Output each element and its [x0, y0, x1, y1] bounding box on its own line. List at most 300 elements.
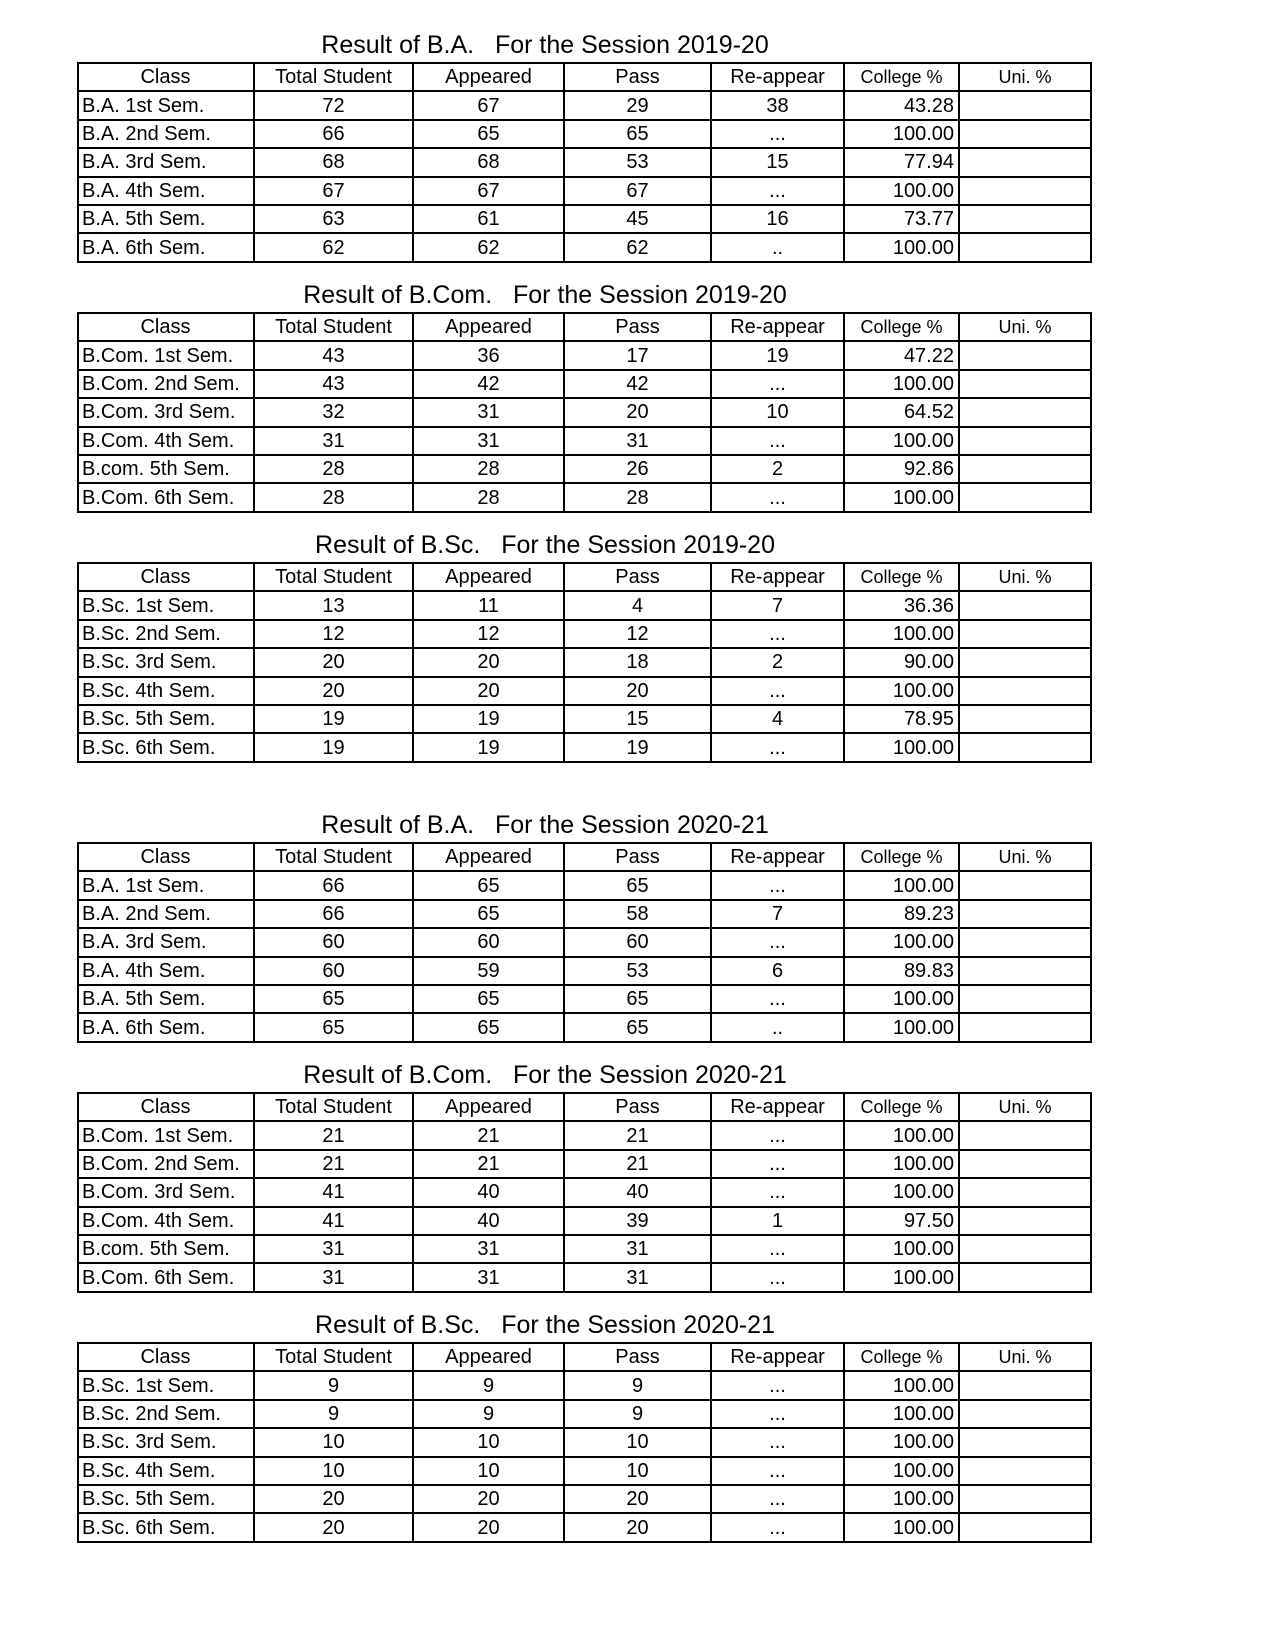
- table-cell: 20: [254, 1485, 413, 1513]
- column-header: Class: [78, 1093, 254, 1121]
- table-row: [78, 648, 1091, 676]
- table-cell: ...: [711, 427, 844, 455]
- table-row: [78, 1371, 1091, 1399]
- table-cell: 31: [413, 427, 564, 455]
- table-header-row: [78, 1093, 1091, 1121]
- table-cell: [959, 1263, 1091, 1291]
- table-cell: 10: [254, 1457, 413, 1485]
- table-cell: 60: [564, 928, 711, 956]
- table-cell: 67: [564, 177, 711, 205]
- table-cell: 18: [564, 648, 711, 676]
- table-row: [78, 677, 1091, 705]
- table-cell: 78.95: [844, 705, 959, 733]
- table-cell: 15: [564, 705, 711, 733]
- table-cell: 100.00: [844, 733, 959, 761]
- table-cell: 12: [413, 620, 564, 648]
- table-cell: 65: [413, 120, 564, 148]
- table-cell: [959, 1013, 1091, 1041]
- table-cell: 31: [413, 1263, 564, 1291]
- table-row: [78, 1150, 1091, 1178]
- table-cell: 20: [254, 677, 413, 705]
- table-cell: 67: [254, 177, 413, 205]
- table-cell: 9: [254, 1400, 413, 1428]
- column-header: Appeared: [413, 843, 564, 871]
- table-cell: 89.23: [844, 900, 959, 928]
- table-row: [78, 148, 1091, 176]
- table-cell: [959, 205, 1091, 233]
- table-row: [78, 1457, 1091, 1485]
- table-cell: 16: [711, 205, 844, 233]
- table-cell: 60: [413, 928, 564, 956]
- table-row: [78, 233, 1091, 261]
- table-cell: 32: [254, 398, 413, 426]
- table-cell: 100.00: [844, 1457, 959, 1485]
- table-cell: 100.00: [844, 1513, 959, 1541]
- table-cell: 66: [254, 871, 413, 899]
- table-cell: [959, 957, 1091, 985]
- table-cell: 28: [564, 483, 711, 511]
- table-cell: 9: [413, 1400, 564, 1428]
- table-cell: 100.00: [844, 233, 959, 261]
- section-title: Result of B.A. For the Session 2020-21: [321, 811, 769, 839]
- table-cell: 100.00: [844, 677, 959, 705]
- table-cell: [959, 871, 1091, 899]
- table-row: [78, 427, 1091, 455]
- column-header: Total Student: [254, 563, 413, 591]
- column-header: Uni. %: [959, 63, 1091, 91]
- table-cell: B.A. 1st Sem.: [78, 91, 254, 119]
- column-header: Uni. %: [959, 1343, 1091, 1371]
- column-header: Uni. %: [959, 843, 1091, 871]
- table-cell: 100.00: [844, 370, 959, 398]
- table-row: [78, 483, 1091, 511]
- table-row: [78, 1400, 1091, 1428]
- table-header-row: [78, 843, 1091, 871]
- table-cell: B.Sc. 3rd Sem.: [78, 648, 254, 676]
- table-cell: 66: [254, 900, 413, 928]
- table-cell: 36.36: [844, 591, 959, 619]
- table-cell: [959, 1457, 1091, 1485]
- table-cell: 45: [564, 205, 711, 233]
- table-cell: 65: [254, 985, 413, 1013]
- table-cell: 20: [564, 677, 711, 705]
- table-cell: B.Sc. 5th Sem.: [78, 705, 254, 733]
- table-cell: 40: [413, 1178, 564, 1206]
- table-row: [78, 120, 1091, 148]
- table-cell: B.A. 2nd Sem.: [78, 120, 254, 148]
- table-cell: 62: [254, 233, 413, 261]
- table-row: [78, 1121, 1091, 1149]
- table-cell: 2: [711, 455, 844, 483]
- table-cell: 9: [254, 1371, 413, 1399]
- table-cell: B.Sc. 4th Sem.: [78, 1457, 254, 1485]
- table-row: [78, 957, 1091, 985]
- table-cell: 100.00: [844, 1263, 959, 1291]
- table-cell: 21: [413, 1121, 564, 1149]
- section-title: Result of B.Sc. For the Session 2020-21: [315, 1311, 775, 1339]
- table-cell: ...: [711, 1235, 844, 1263]
- table-cell: 20: [254, 1513, 413, 1541]
- table-cell: B.Com. 4th Sem.: [78, 427, 254, 455]
- result-table: [77, 62, 1092, 263]
- table-cell: 31: [564, 1235, 711, 1263]
- table-cell: 100.00: [844, 1235, 959, 1263]
- column-header: College %: [844, 63, 959, 91]
- column-header: Total Student: [254, 313, 413, 341]
- table-cell: [959, 620, 1091, 648]
- table-cell: 21: [254, 1150, 413, 1178]
- column-header: Pass: [564, 1093, 711, 1121]
- table-row: [78, 91, 1091, 119]
- table-cell: ...: [711, 120, 844, 148]
- table-cell: 67: [413, 177, 564, 205]
- table-cell: 6: [711, 957, 844, 985]
- table-cell: B.Com. 2nd Sem.: [78, 1150, 254, 1178]
- table-cell: B.A. 3rd Sem.: [78, 928, 254, 956]
- table-row: [78, 1207, 1091, 1235]
- column-header: Total Student: [254, 1343, 413, 1371]
- table-cell: 65: [564, 1013, 711, 1041]
- table-cell: [959, 1485, 1091, 1513]
- table-cell: 28: [413, 455, 564, 483]
- table-cell: 28: [413, 483, 564, 511]
- table-cell: [959, 1121, 1091, 1149]
- table-row: [78, 871, 1091, 899]
- table-cell: ..: [711, 1013, 844, 1041]
- result-table: [77, 842, 1092, 1043]
- table-cell: 21: [413, 1150, 564, 1178]
- column-header: Pass: [564, 843, 711, 871]
- column-header: Class: [78, 563, 254, 591]
- table-cell: ...: [711, 1457, 844, 1485]
- table-row: [78, 733, 1091, 761]
- table-cell: B.Com. 6th Sem.: [78, 1263, 254, 1291]
- table-cell: B.Sc. 5th Sem.: [78, 1485, 254, 1513]
- table-cell: ...: [711, 177, 844, 205]
- table-cell: 65: [564, 985, 711, 1013]
- table-cell: 10: [564, 1457, 711, 1485]
- table-cell: B.Sc. 2nd Sem.: [78, 1400, 254, 1428]
- table-row: [78, 370, 1091, 398]
- table-row: [78, 1428, 1091, 1456]
- table-cell: 20: [413, 1513, 564, 1541]
- table-cell: 67: [413, 91, 564, 119]
- table-cell: B.A. 3rd Sem.: [78, 148, 254, 176]
- section-title: Result of B.A. For the Session 2019-20: [321, 31, 769, 59]
- table-cell: 100.00: [844, 1121, 959, 1149]
- table-cell: 20: [564, 398, 711, 426]
- table-cell: 59: [413, 957, 564, 985]
- table-cell: 19: [413, 705, 564, 733]
- table-cell: [959, 455, 1091, 483]
- table-cell: 100.00: [844, 620, 959, 648]
- column-header: Appeared: [413, 313, 564, 341]
- table-cell: 62: [413, 233, 564, 261]
- table-cell: [959, 398, 1091, 426]
- table-cell: ...: [711, 1513, 844, 1541]
- column-header: Appeared: [413, 563, 564, 591]
- table-cell: 92.86: [844, 455, 959, 483]
- table-cell: 60: [254, 957, 413, 985]
- table-cell: 41: [254, 1178, 413, 1206]
- table-row: [78, 341, 1091, 369]
- column-header: Appeared: [413, 1093, 564, 1121]
- table-cell: 53: [564, 957, 711, 985]
- table-cell: 64.52: [844, 398, 959, 426]
- table-cell: 31: [254, 427, 413, 455]
- table-row: [78, 1513, 1091, 1541]
- table-cell: 97.50: [844, 1207, 959, 1235]
- table-cell: B.A. 2nd Sem.: [78, 900, 254, 928]
- table-cell: ...: [711, 733, 844, 761]
- table-cell: 65: [413, 1013, 564, 1041]
- table-cell: ...: [711, 1371, 844, 1399]
- table-cell: ...: [711, 1485, 844, 1513]
- column-header: Re-appear: [711, 63, 844, 91]
- table-cell: 68: [413, 148, 564, 176]
- table-cell: B.A. 4th Sem.: [78, 177, 254, 205]
- table-cell: 19: [254, 733, 413, 761]
- column-header: Total Student: [254, 1093, 413, 1121]
- table-row: [78, 1485, 1091, 1513]
- table-cell: B.Com. 1st Sem.: [78, 1121, 254, 1149]
- table-cell: 31: [254, 1263, 413, 1291]
- column-header: Uni. %: [959, 1093, 1091, 1121]
- table-cell: 77.94: [844, 148, 959, 176]
- table-cell: [959, 985, 1091, 1013]
- table-cell: 42: [413, 370, 564, 398]
- table-header-row: [78, 63, 1091, 91]
- column-header: College %: [844, 563, 959, 591]
- table-row: [78, 177, 1091, 205]
- table-cell: 73.77: [844, 205, 959, 233]
- table-cell: [959, 705, 1091, 733]
- table-row: [78, 398, 1091, 426]
- table-cell: 65: [254, 1013, 413, 1041]
- table-cell: ...: [711, 871, 844, 899]
- column-header: College %: [844, 843, 959, 871]
- table-row: [78, 1263, 1091, 1291]
- table-cell: B.Sc. 6th Sem.: [78, 733, 254, 761]
- table-cell: 20: [564, 1485, 711, 1513]
- table-cell: B.A. 6th Sem.: [78, 1013, 254, 1041]
- table-cell: 20: [413, 677, 564, 705]
- table-cell: 17: [564, 341, 711, 369]
- table-cell: [959, 1371, 1091, 1399]
- column-header: Class: [78, 63, 254, 91]
- table-cell: [959, 1513, 1091, 1541]
- table-cell: 19: [254, 705, 413, 733]
- table-cell: 28: [254, 455, 413, 483]
- table-cell: 20: [413, 648, 564, 676]
- table-cell: 9: [564, 1371, 711, 1399]
- table-cell: B.A. 6th Sem.: [78, 233, 254, 261]
- table-cell: 20: [254, 648, 413, 676]
- table-cell: 100.00: [844, 483, 959, 511]
- table-cell: 20: [564, 1513, 711, 1541]
- table-cell: B.Sc. 6th Sem.: [78, 1513, 254, 1541]
- column-header: College %: [844, 1343, 959, 1371]
- table-cell: 4: [711, 705, 844, 733]
- table-cell: [959, 591, 1091, 619]
- table-cell: [959, 427, 1091, 455]
- table-cell: 61: [413, 205, 564, 233]
- result-table: [77, 1342, 1092, 1543]
- column-header: Re-appear: [711, 313, 844, 341]
- table-cell: ...: [711, 677, 844, 705]
- table-cell: 100.00: [844, 1371, 959, 1399]
- table-cell: B.Com. 6th Sem.: [78, 483, 254, 511]
- table-cell: B.Sc. 3rd Sem.: [78, 1428, 254, 1456]
- table-cell: B.Sc. 1st Sem.: [78, 1371, 254, 1399]
- table-cell: 9: [564, 1400, 711, 1428]
- table-cell: [959, 1207, 1091, 1235]
- table-row: [78, 985, 1091, 1013]
- table-cell: [959, 1178, 1091, 1206]
- table-cell: [959, 177, 1091, 205]
- table-cell: [959, 120, 1091, 148]
- table-cell: B.Sc. 1st Sem.: [78, 591, 254, 619]
- table-cell: 43: [254, 370, 413, 398]
- column-header: Pass: [564, 313, 711, 341]
- column-header: Uni. %: [959, 313, 1091, 341]
- result-table: [77, 1092, 1092, 1293]
- table-header-row: [78, 313, 1091, 341]
- table-row: [78, 1013, 1091, 1041]
- table-cell: 36: [413, 341, 564, 369]
- column-header: Appeared: [413, 1343, 564, 1371]
- table-header-row: [78, 1343, 1091, 1371]
- table-cell: B.A. 4th Sem.: [78, 957, 254, 985]
- table-row: [78, 705, 1091, 733]
- table-cell: [959, 341, 1091, 369]
- table-cell: 21: [564, 1150, 711, 1178]
- table-cell: 40: [413, 1207, 564, 1235]
- table-cell: 62: [564, 233, 711, 261]
- table-cell: [959, 233, 1091, 261]
- section-title: Result of B.Com. For the Session 2020-21: [303, 1061, 787, 1089]
- table-cell: ...: [711, 620, 844, 648]
- table-cell: [959, 928, 1091, 956]
- column-header: Re-appear: [711, 1093, 844, 1121]
- table-cell: 65: [413, 985, 564, 1013]
- table-cell: 13: [254, 591, 413, 619]
- column-header: Class: [78, 313, 254, 341]
- table-header-row: [78, 563, 1091, 591]
- table-row: [78, 1178, 1091, 1206]
- table-cell: [959, 677, 1091, 705]
- table-cell: B.A. 5th Sem.: [78, 985, 254, 1013]
- table-cell: B.Com. 3rd Sem.: [78, 398, 254, 426]
- table-cell: ...: [711, 1121, 844, 1149]
- table-cell: [959, 148, 1091, 176]
- column-header: Re-appear: [711, 1343, 844, 1371]
- column-header: Class: [78, 1343, 254, 1371]
- section-title: Result of B.Com. For the Session 2019-20: [303, 281, 787, 309]
- table-cell: 68: [254, 148, 413, 176]
- table-cell: ...: [711, 928, 844, 956]
- table-cell: [959, 1428, 1091, 1456]
- column-header: Appeared: [413, 63, 564, 91]
- table-cell: 21: [254, 1121, 413, 1149]
- table-cell: 10: [413, 1457, 564, 1485]
- table-cell: B.com. 5th Sem.: [78, 1235, 254, 1263]
- table-cell: [959, 91, 1091, 119]
- table-cell: 40: [564, 1178, 711, 1206]
- table-cell: 100.00: [844, 985, 959, 1013]
- table-cell: 100.00: [844, 427, 959, 455]
- table-cell: B.Com. 4th Sem.: [78, 1207, 254, 1235]
- table-cell: 31: [564, 1263, 711, 1291]
- table-cell: 31: [254, 1235, 413, 1263]
- table-cell: 100.00: [844, 871, 959, 899]
- table-cell: 100.00: [844, 1400, 959, 1428]
- table-cell: 9: [413, 1371, 564, 1399]
- table-cell: [959, 1400, 1091, 1428]
- column-header: Total Student: [254, 63, 413, 91]
- table-cell: 65: [413, 900, 564, 928]
- table-cell: [959, 370, 1091, 398]
- column-header: College %: [844, 313, 959, 341]
- result-table: [77, 562, 1092, 763]
- table-cell: 90.00: [844, 648, 959, 676]
- table-cell: 43: [254, 341, 413, 369]
- table-cell: 20: [413, 1485, 564, 1513]
- table-cell: 4: [564, 591, 711, 619]
- table-cell: 10: [254, 1428, 413, 1456]
- table-cell: 26: [564, 455, 711, 483]
- table-cell: ...: [711, 1400, 844, 1428]
- table-cell: 2: [711, 648, 844, 676]
- table-cell: 47.22: [844, 341, 959, 369]
- column-header: Pass: [564, 1343, 711, 1371]
- table-cell: B.Com. 2nd Sem.: [78, 370, 254, 398]
- table-cell: 100.00: [844, 1428, 959, 1456]
- result-table: [77, 312, 1092, 513]
- table-cell: 15: [711, 148, 844, 176]
- table-cell: 89.83: [844, 957, 959, 985]
- table-cell: ...: [711, 1178, 844, 1206]
- table-cell: 21: [564, 1121, 711, 1149]
- table-cell: 19: [564, 733, 711, 761]
- table-cell: 11: [413, 591, 564, 619]
- table-cell: 72: [254, 91, 413, 119]
- table-cell: [959, 648, 1091, 676]
- column-header: Class: [78, 843, 254, 871]
- table-cell: B.A. 5th Sem.: [78, 205, 254, 233]
- table-row: [78, 205, 1091, 233]
- table-cell: 19: [711, 341, 844, 369]
- table-cell: 100.00: [844, 1485, 959, 1513]
- column-header: Re-appear: [711, 563, 844, 591]
- table-cell: 31: [413, 398, 564, 426]
- table-cell: B.Sc. 4th Sem.: [78, 677, 254, 705]
- column-header: Pass: [564, 63, 711, 91]
- table-cell: 65: [564, 120, 711, 148]
- table-cell: ...: [711, 985, 844, 1013]
- column-header: Re-appear: [711, 843, 844, 871]
- table-cell: 53: [564, 148, 711, 176]
- table-row: [78, 620, 1091, 648]
- table-cell: 63: [254, 205, 413, 233]
- table-cell: 100.00: [844, 177, 959, 205]
- table-cell: 39: [564, 1207, 711, 1235]
- table-cell: [959, 733, 1091, 761]
- table-row: [78, 1235, 1091, 1263]
- table-cell: [959, 1150, 1091, 1178]
- table-cell: 28: [254, 483, 413, 511]
- table-cell: [959, 483, 1091, 511]
